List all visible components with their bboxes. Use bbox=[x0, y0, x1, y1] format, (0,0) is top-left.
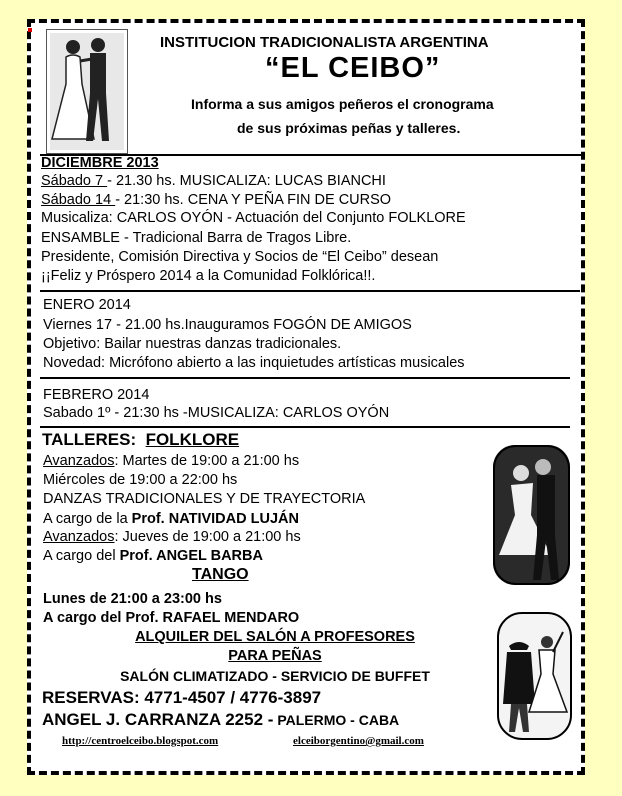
tango-heading: TANGO bbox=[192, 566, 249, 583]
ene-line-3: Novedad: Micrófono abierto a las inquietudes artísticas musicales bbox=[43, 355, 465, 371]
dic-line-1-date: Sábado 7 bbox=[41, 173, 108, 189]
taller-line-6 bbox=[43, 548, 263, 564]
divider bbox=[40, 426, 570, 428]
dic-title: DICIEMBRE 2013 bbox=[41, 155, 159, 171]
ene-line-2: Objetivo: Bailar nuestras danzas tradicionales. bbox=[43, 336, 342, 352]
taller-line-4 bbox=[43, 511, 299, 527]
header-line-4: de sus próximas peñas y talleres. bbox=[237, 120, 461, 136]
reservas-phone: RESERVAS: 4771-4507 / 4776-3897 bbox=[42, 688, 322, 707]
dic-line-1-text: - 21.30 hs. MUSICALIZA: LUCAS BIANCHI bbox=[107, 173, 386, 189]
header-line-1: INSTITUCION TRADICIONALISTA ARGENTINA bbox=[160, 34, 489, 51]
dic-line-2-date: Sábado 14 bbox=[41, 192, 116, 208]
dic-line-2-text: - 21:30 hs. CENA Y PEÑA FIN DE CURSO bbox=[115, 192, 392, 208]
dic-line-1 bbox=[41, 173, 386, 189]
divider bbox=[40, 377, 570, 379]
feb-title: FEBRERO 2014 bbox=[43, 387, 150, 403]
alquiler-line-2: PARA PEÑAS bbox=[228, 648, 322, 664]
taller-line-1-text: : Martes de 19:00 a 21:00 hs bbox=[114, 453, 300, 469]
dic-line-4: ENSAMBLE - Tradicional Barra de Tragos Libre. bbox=[41, 230, 352, 246]
alquiler-line-1: ALQUILER DEL SALÓN A PROFESORES bbox=[135, 629, 415, 645]
dic-line-3: Musicaliza: CARLOS OYÓN - Actuación del Conjunto FOLKLORE bbox=[41, 210, 466, 226]
dic-line-6: ¡¡Feliz y Próspero 2014 a la Comunidad Folklórica!!. bbox=[41, 268, 376, 284]
talleres-heading bbox=[42, 430, 239, 450]
taller-line-4-pre: A cargo de la bbox=[43, 511, 132, 527]
blog-link[interactable]: http://centroelceibo.blogspot.com bbox=[62, 735, 219, 747]
address bbox=[42, 710, 399, 730]
divider bbox=[40, 290, 580, 292]
salon-line: SALÓN CLIMATIZADO - SERVICIO DE BUFFET bbox=[120, 668, 430, 684]
gauchos-illustration bbox=[497, 612, 572, 740]
header-line-3: Informa a sus amigos peñeros el cronograma bbox=[191, 96, 494, 112]
talleres-folklore: FOLKLORE bbox=[145, 430, 240, 449]
talleres-label: TALLERES: bbox=[42, 430, 137, 449]
taller-line-5-text: : Jueves de 19:00 a 21:00 hs bbox=[114, 529, 301, 545]
tango-line-1: Lunes de 21:00 a 23:00 hs bbox=[43, 591, 222, 607]
header-title: “EL CEIBO” bbox=[265, 52, 441, 84]
dic-line-5: Presidente, Comisión Directiva y Socios de “El Ceibo” desean bbox=[41, 249, 439, 265]
email-link[interactable]: elceiborgentino@gmail.com bbox=[293, 735, 424, 747]
tango-line-2: A cargo del Prof. RAFAEL MENDARO bbox=[43, 610, 300, 626]
tango-dancers-photo bbox=[493, 445, 570, 585]
taller-line-3: DANZAS TRADICIONALES Y DE TRAYECTORIA bbox=[43, 491, 366, 507]
address-area: PALERMO - CABA bbox=[273, 712, 400, 728]
taller-line-4-prof: Prof. NATIVIDAD LUJÁN bbox=[131, 511, 299, 527]
address-street: ANGEL J. CARRANZA 2252 - bbox=[42, 710, 274, 729]
ene-title: ENERO 2014 bbox=[43, 297, 131, 313]
ene-line-1: Viernes 17 - 21.00 hs.Inauguramos FOGÓN DE AMIGOS bbox=[43, 317, 412, 333]
dic-line-2 bbox=[41, 192, 391, 208]
dancers-illustration bbox=[46, 29, 128, 154]
red-dot bbox=[28, 28, 32, 32]
taller-line-6-pre: A cargo del bbox=[43, 548, 120, 564]
taller-line-5 bbox=[43, 529, 301, 545]
taller-line-6-prof: Prof. ANGEL BARBA bbox=[119, 548, 263, 564]
taller-line-5-level: Avanzados bbox=[43, 529, 115, 545]
taller-line-2: Miércoles de 19:00 a 22:00 hs bbox=[43, 472, 238, 488]
taller-line-1 bbox=[43, 453, 299, 469]
taller-line-1-level: Avanzados bbox=[43, 453, 115, 469]
feb-line-1: Sabado 1º - 21:30 hs -MUSICALIZA: CARLOS OYÓN bbox=[43, 405, 390, 421]
